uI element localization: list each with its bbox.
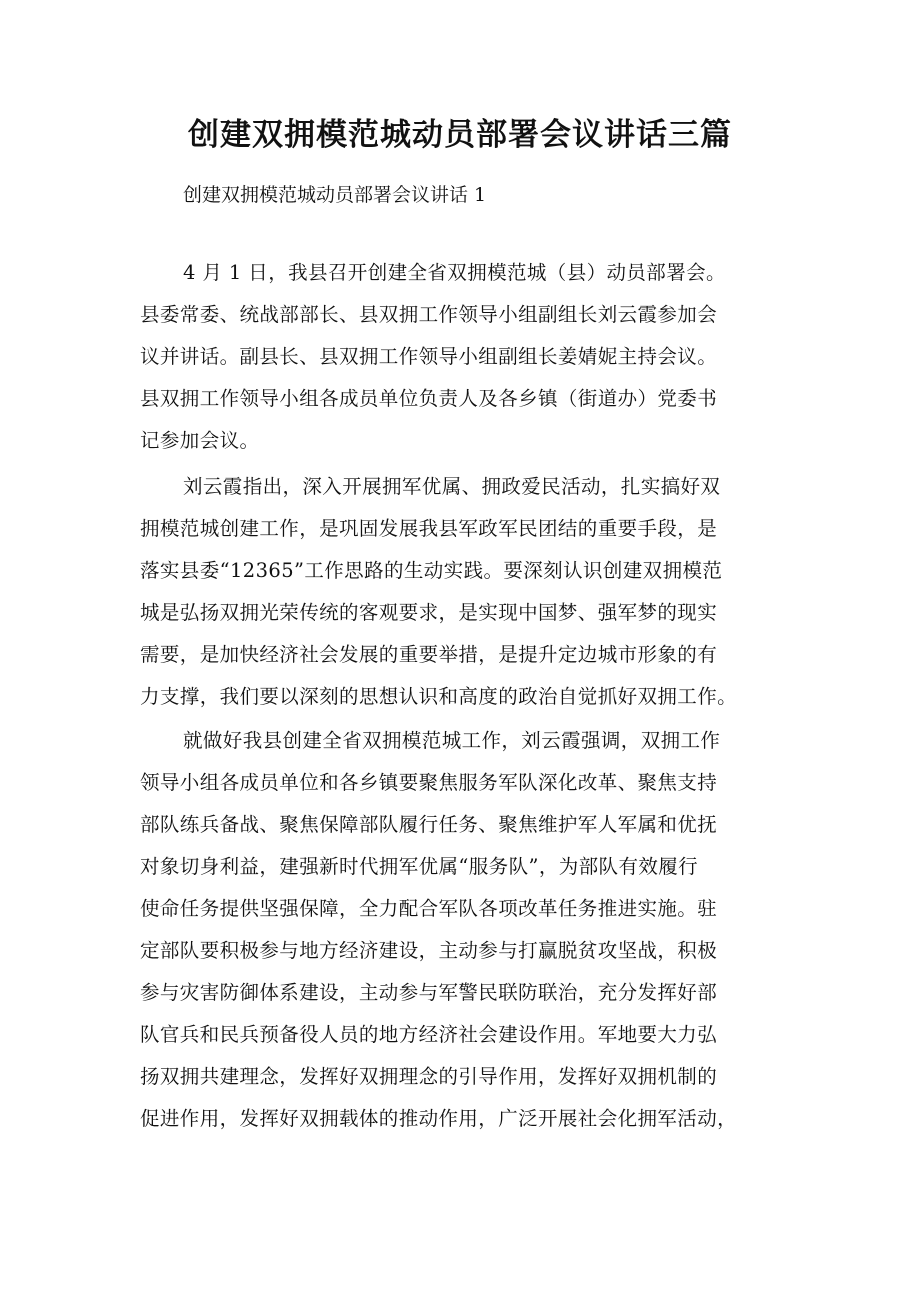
paragraph-line: 扬双拥共建理念，发挥好双拥理念的引导作用，发挥好双拥机制的 bbox=[140, 1065, 718, 1088]
document-title: 创建双拥模范城动员部署会议讲话三篇 bbox=[188, 117, 732, 153]
paragraph-line: 队官兵和民兵预备役人员的地方经济社会建设作用。军地要大力弘 bbox=[140, 1023, 718, 1046]
paragraph-line: 使命任务提供坚强保障，全力配合军队各项改革任务推进实施。驻 bbox=[140, 897, 718, 920]
paragraph-line: 力支撑，我们要以深刻的思想认识和高度的政治自觉抓好双拥工作。 bbox=[140, 685, 738, 708]
paragraph-line: 对象切身利益，建强新时代拥军优属“服务队”，为部队有效履行 bbox=[140, 855, 699, 878]
paragraph-line: 促进作用，发挥好双拥载体的推动作用，广泛开展社会化拥军活动， bbox=[140, 1107, 738, 1130]
paragraph-line: 领导小组各成员单位和各乡镇要聚焦服务军队深化改革、聚焦支持 bbox=[140, 771, 718, 794]
paragraph-line: 记参加会议。 bbox=[140, 429, 260, 452]
paragraph-line: 刘云霞指出，深入开展拥军优属、拥政爱民活动，扎实搞好双 bbox=[183, 475, 721, 498]
paragraph-line: 4 月 1 日，我县召开创建全省双拥模范城（县）动员部署会。 bbox=[183, 261, 726, 284]
paragraph-line: 部队练兵备战、聚焦保障部队履行任务、聚焦维护军人军属和优抚 bbox=[140, 813, 718, 836]
paragraph-line: 就做好我县创建全省双拥模范城工作，刘云霞强调，双拥工作 bbox=[183, 729, 721, 752]
paragraph-line: 需要，是加快经济社会发展的重要举措，是提升定边城市形象的有 bbox=[140, 643, 718, 666]
paragraph-line: 县委常委、统战部部长、县双拥工作领导小组副组长刘云霞参加会 bbox=[140, 303, 718, 326]
paragraph-line: 参与灾害防御体系建设，主动参与军警民联防联治，充分发挥好部 bbox=[140, 981, 718, 1004]
paragraph-line: 城是弘扬双拥光荣传统的客观要求，是实现中国梦、强军梦的现实 bbox=[140, 601, 718, 624]
paragraph-line: 议并讲话。副县长、县双拥工作领导小组副组长姜婧妮主持会议。 bbox=[140, 345, 718, 368]
paragraph-line: 县双拥工作领导小组各成员单位负责人及各乡镇（街道办）党委书 bbox=[140, 387, 718, 410]
paragraph-line: 落实县委“12365”工作思路的生动实践。要深刻认识创建双拥模范 bbox=[140, 559, 723, 582]
paragraph-line: 拥模范城创建工作，是巩固发展我县军政军民团结的重要手段，是 bbox=[140, 517, 718, 540]
paragraph-line: 定部队要积极参与地方经济建设，主动参与打赢脱贫攻坚战，积极 bbox=[140, 939, 718, 962]
document-subtitle: 创建双拥模范城动员部署会议讲话 1 bbox=[183, 184, 487, 206]
